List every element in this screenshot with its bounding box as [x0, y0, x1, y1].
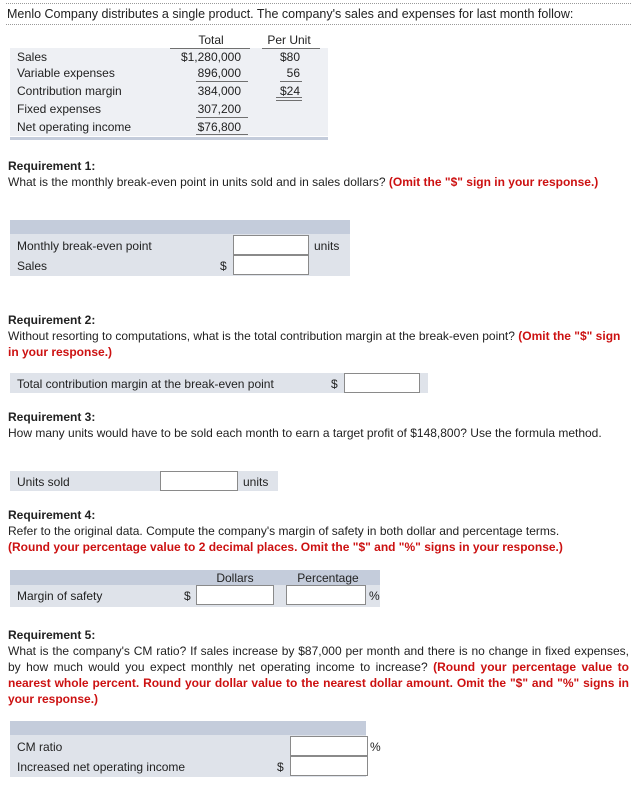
- header-underline-total: [170, 48, 250, 49]
- requirement-2-text: [8, 312, 629, 360]
- increased-noi-input[interactable]: [290, 756, 368, 776]
- row-label-fixed-expenses: Fixed expenses: [17, 102, 102, 116]
- double-underline-per-unit: [276, 97, 302, 101]
- requirement-2-note: (Omit the "$" sign in your response.): [8, 329, 621, 359]
- break-even-units-label: Monthly break-even point: [17, 239, 152, 253]
- cm-ratio-input[interactable]: [290, 736, 368, 756]
- requirement-1-text: [8, 158, 629, 190]
- top-divider: [6, 3, 631, 4]
- requirement-1-question: What is the monthly break-even point in units sold and in sales dollars?: [8, 175, 386, 189]
- requirement-4-note: (Round your percentage value to 2 decimal places. Omit the "$" and "%" signs in your response.): [8, 540, 563, 554]
- row-label-contribution-margin: Contribution margin: [17, 84, 122, 98]
- requirement-5-question: What is the company's CM ratio? If sales increase by $87,000 per month and there is no change in fixed expenses, by how much would you expect monthly net operating income to increase?: [8, 644, 629, 674]
- req1-header-bar: [10, 220, 350, 234]
- table-bottom-bar: [10, 137, 328, 140]
- margin-of-safety-dollars-input[interactable]: [196, 585, 274, 605]
- requirement-2-question: Without resorting to computations, what is the total contribution margin at the break-even point?: [8, 329, 515, 343]
- margin-of-safety-percent-sign: %: [369, 589, 380, 603]
- req5-header-bar: [10, 721, 366, 735]
- requirement-3-question: How many units would have to be sold each month to earn a target profit of $148,800? Use the formula method.: [8, 426, 602, 440]
- break-even-units-input[interactable]: [233, 235, 309, 255]
- break-even-sales-input[interactable]: [233, 255, 309, 275]
- header-underline-per-unit: [262, 48, 320, 49]
- break-even-sales-currency: $: [220, 259, 227, 273]
- cm-ratio-label: CM ratio: [17, 740, 63, 754]
- requirement-3-text: [8, 409, 629, 441]
- margin-of-safety-percentage-input[interactable]: [286, 585, 366, 605]
- row-per-unit-variable-expenses: 56: [286, 66, 300, 80]
- row-total-variable-expenses: 896,000: [197, 66, 241, 80]
- intro-text: Menlo Company distributes a single product. The company's sales and expenses for last month follow:: [7, 7, 574, 21]
- requirement-4-question: Refer to the original data. Compute the company's margin of safety in both dollar and percentage terms.: [8, 524, 560, 538]
- row-total-contribution-margin: 384,000: [197, 84, 241, 98]
- row-label-sales: Sales: [17, 50, 48, 64]
- requirement-4-title: Requirement 4:: [8, 508, 96, 522]
- cm-ratio-percent-sign: %: [370, 740, 381, 754]
- margin-of-safety-currency: $: [184, 589, 191, 603]
- col-header-total: Total: [198, 33, 224, 47]
- row-total-net-operating-income: $76,800: [197, 120, 241, 134]
- underline-variable-per-unit: [280, 81, 302, 82]
- requirement-3-title: Requirement 3:: [8, 410, 96, 424]
- break-even-units-unit: units: [314, 239, 340, 253]
- row-label-variable-expenses: Variable expenses: [17, 66, 115, 80]
- units-sold-unit: units: [243, 475, 269, 489]
- break-even-sales-label: Sales: [17, 259, 48, 273]
- total-cm-break-even-currency: $: [331, 377, 338, 391]
- requirement-4-text: [8, 507, 629, 555]
- requirement-2-title: Requirement 2:: [8, 313, 96, 327]
- underline-variable-total: [196, 81, 248, 82]
- margin-of-safety-label: Margin of safety: [17, 589, 103, 603]
- increased-noi-currency: $: [277, 760, 284, 774]
- underline-fixed-total: [196, 117, 248, 118]
- col-header-percentage: Percentage: [297, 571, 359, 585]
- units-sold-label: Units sold: [17, 475, 70, 489]
- row-per-unit-contribution-margin: $24: [279, 84, 300, 98]
- total-cm-break-even-input[interactable]: [344, 373, 420, 393]
- requirement-5-note: (Round your percentage value to nearest whole percent. Round your dollar value to the nearest dollar amount. Omit the "$" and "%" signs in your response.): [8, 660, 629, 706]
- requirement-1-title: Requirement 1:: [8, 159, 96, 173]
- increased-noi-label: Increased net operating income: [17, 760, 186, 774]
- row-per-unit-sales: $80: [279, 50, 300, 64]
- units-sold-input[interactable]: [160, 471, 238, 491]
- row-total-sales: $1,280,000: [180, 50, 241, 64]
- row-label-net-operating-income: Net operating income: [17, 120, 132, 134]
- col-header-per-unit: Per Unit: [267, 33, 311, 47]
- requirement-5-title: Requirement 5:: [8, 628, 96, 642]
- total-cm-break-even-label: Total contribution margin at the break-even point: [17, 377, 274, 391]
- row-total-fixed-expenses: 307,200: [197, 102, 241, 116]
- intro-divider: [6, 24, 631, 25]
- requirement-1-note: (Omit the "$" sign in your response.): [388, 175, 599, 189]
- col-header-dollars: Dollars: [216, 571, 254, 585]
- requirement-5-text: [8, 627, 629, 707]
